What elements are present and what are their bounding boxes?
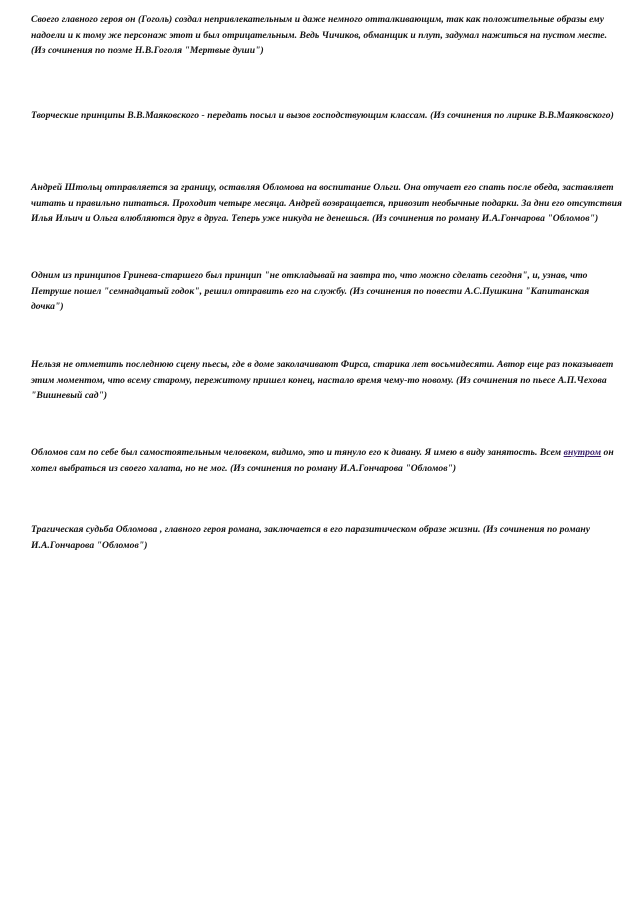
excerpt-text-after: он хотел выбраться из своего халата, но не мог. (Из сочинения по роману И.А.Гончарова "Обломов") xyxy=(31,447,614,474)
excerpt-mayakovsky-lyrics: Творческие принципы В.В.Маяковского - передать посыл и вызов господствующим классам. (Из сочинения по лирике В.В.Маяковского) xyxy=(31,110,614,121)
excerpt-oblomov-sofa xyxy=(31,445,623,476)
excerpt-oblomov-fate: Трагическая судьба Обломова , главного героя романа, заключается в его паразитическом образе жизни. (Из сочинения по роману И.А.Гончарова "Обломов") xyxy=(31,524,591,551)
excerpt-captains-daughter: Одним из принципов Гринева-старшего был принцип "не откладывай на завтра то, что можно сделать сегодня", и, узнав, что Петруше пошел "семнадцатый годок", решил отправить его на службу. (Из сочинения по повести А.С.Пушкина "Капитанская дочка") xyxy=(31,270,590,312)
excerpt-gogol-dead-souls: Своего главного героя он (Гоголь) создал непривлекательным и даже немного отталкивающим, так как положительные образы ему надоели и к тому же персонаж этот и был отрицательным. Ведь Чичиков, обманщик и плут, задумал нажиться на пустом месте. (Из сочинения по поэме Н.В.Гоголя "Мертвые души") xyxy=(31,14,608,56)
highlighted-word: внутром xyxy=(563,447,602,458)
excerpt-text-before: Обломов сам по себе был самостоятельным человеком, видимо, это и тянуло его к дивану. Я имею в виду занятость. Всем xyxy=(31,447,564,458)
excerpt-oblomov-stolz: Андрей Штольц отправляется за границу, оставляя Обломова на воспитание Ольги. Она отучает его спать после обеда, заставляет читать и правильно питаться. Проходит четыре месяца. Андрей возвращается, привозит необычные подарки. За дни его отсутствия Илья Ильич и Ольга влюбляются друг в друга. Теперь уже никуда не денешься. (Из сочинения по роману И.А.Гончарова "Обломов") xyxy=(31,182,622,224)
excerpt-cherry-orchard: Нельзя не отметить последнюю сцену пьесы, где в доме заколачивают Фирса, старика лет восьмидесяти. Автор еще раз показывает этим моментом, что всему старому, пережитому пришел конец, настало время чему-то новому. (Из сочинения по пьесе А.П.Чехова "Вишневый сад") xyxy=(31,359,614,401)
